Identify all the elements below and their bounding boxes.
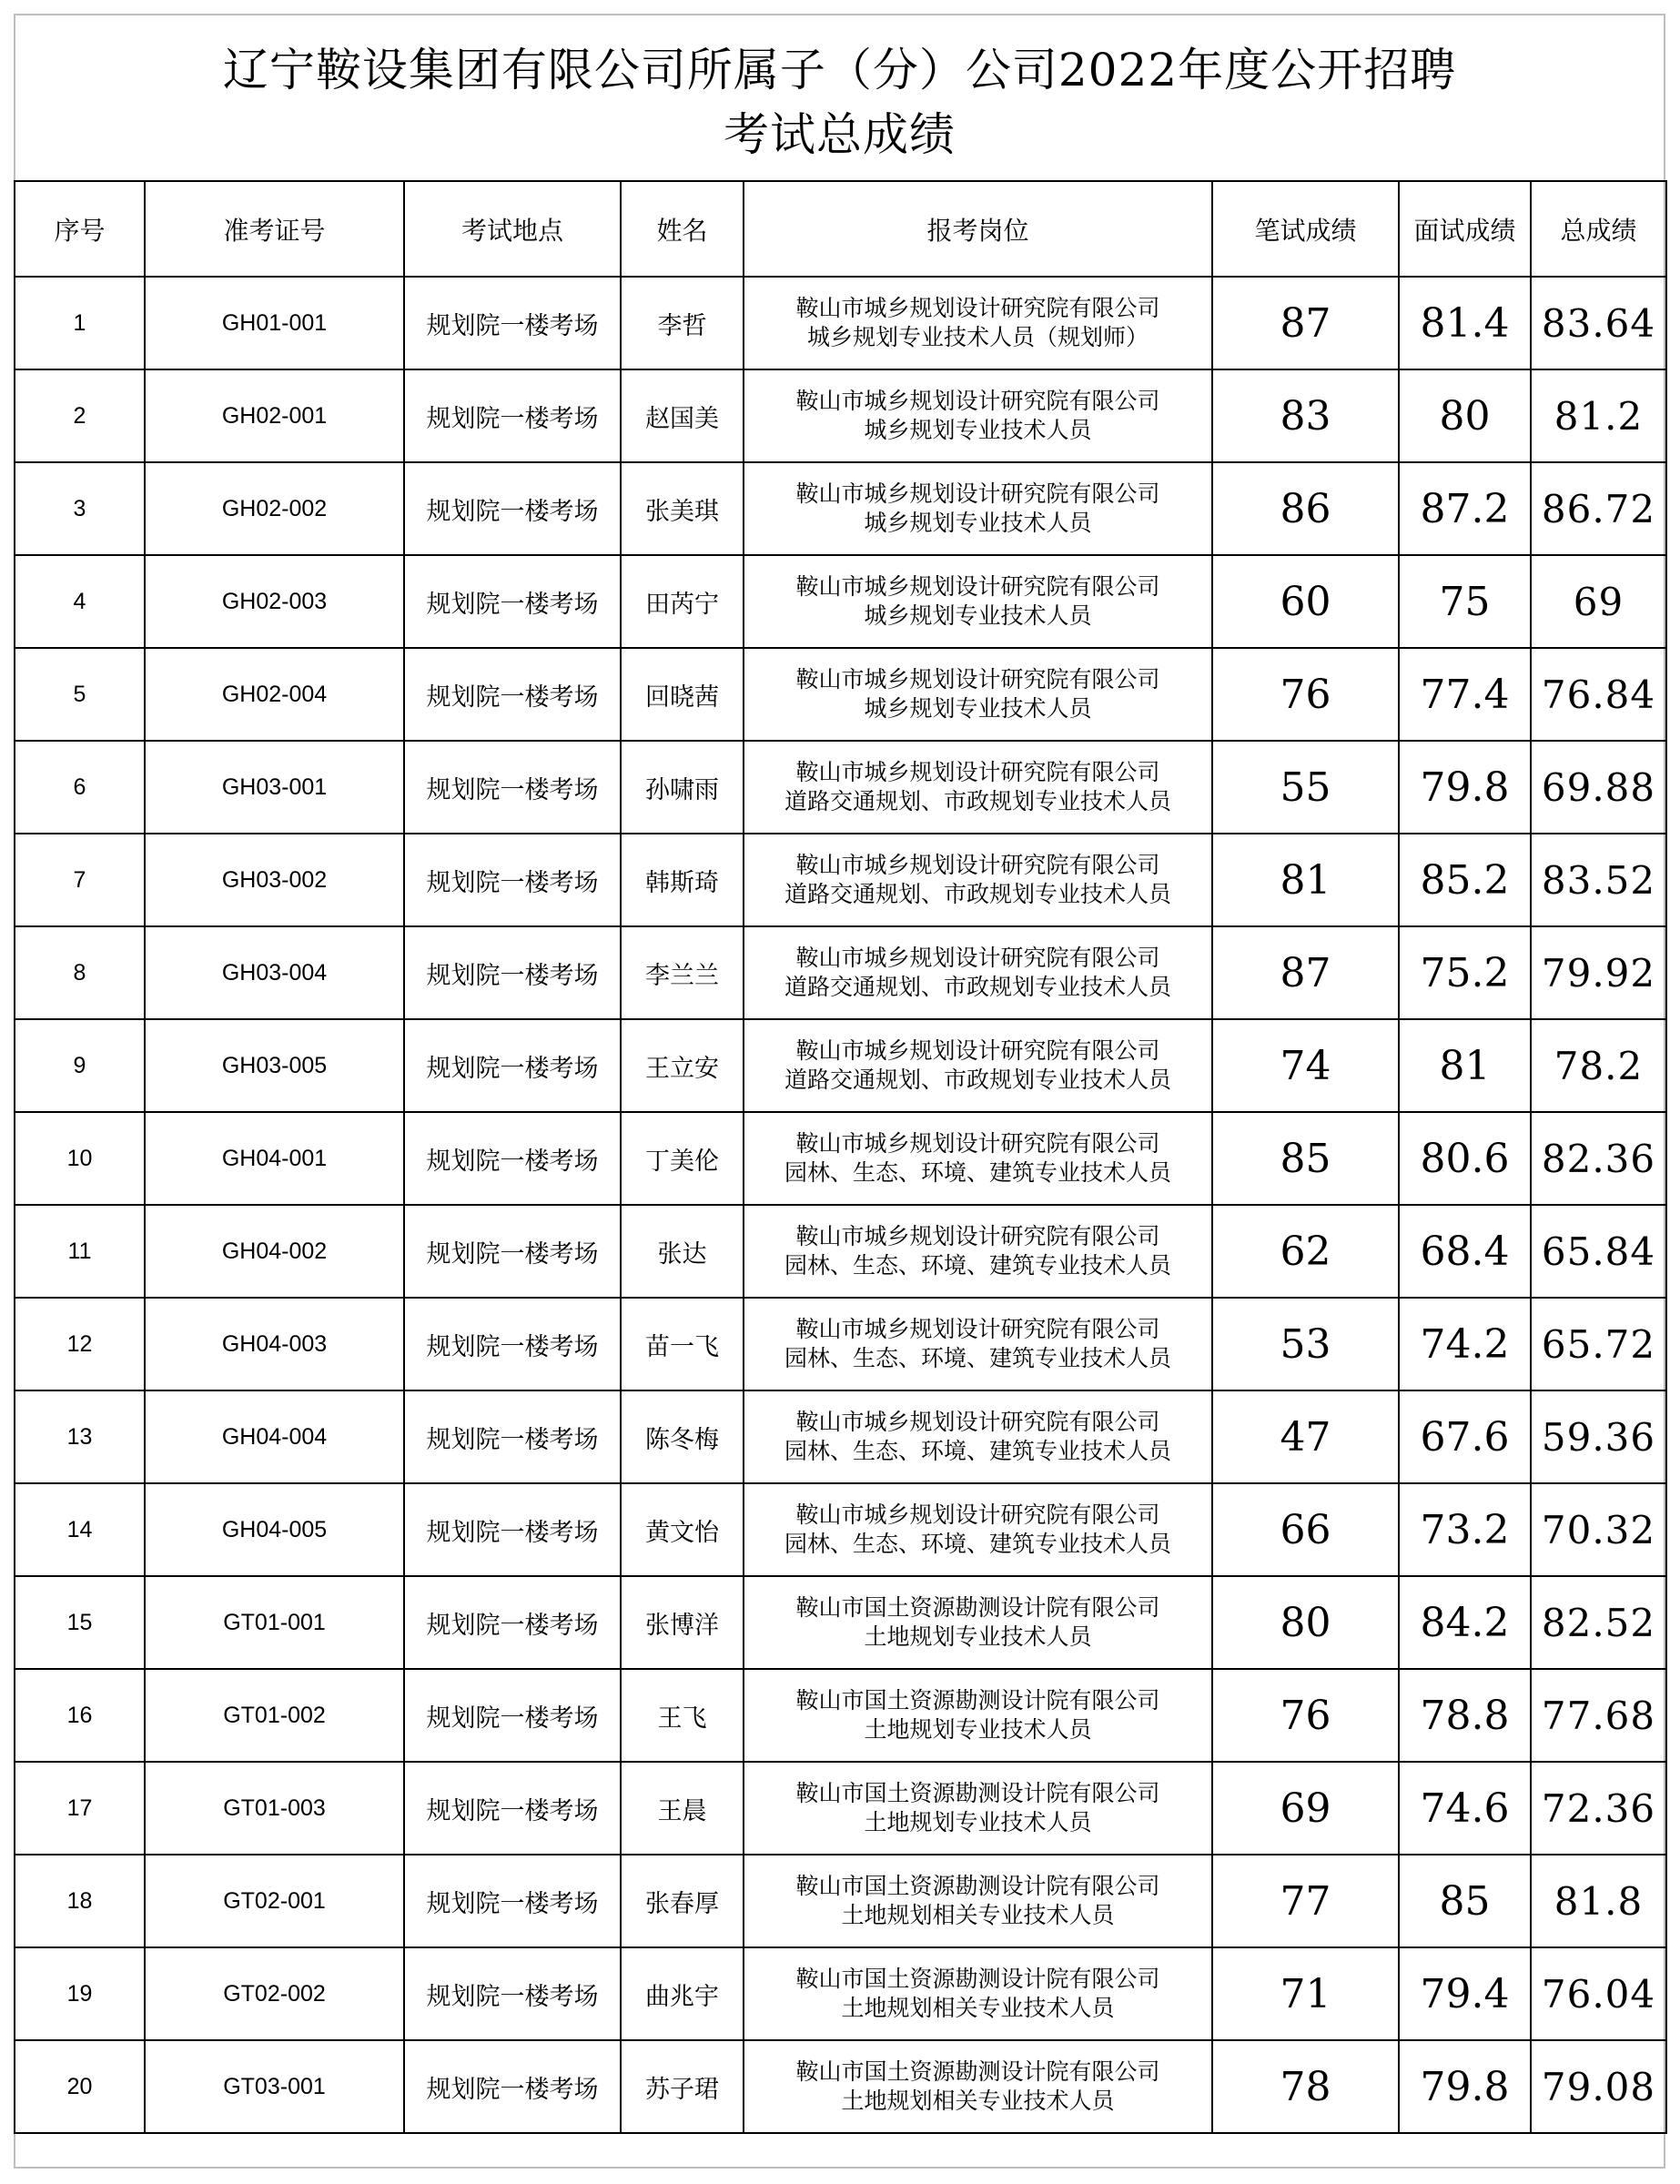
seq-cell: 18 (15, 1855, 145, 1947)
total-score-cell: 70.32 (1531, 1483, 1666, 1576)
total-score-cell: 82.52 (1531, 1576, 1666, 1669)
ticket-cell: GH02-001 (145, 369, 404, 462)
header-row (15, 181, 1666, 277)
seq-cell: 16 (15, 1669, 145, 1762)
interview-score-cell: 77.4 (1399, 648, 1531, 741)
name-cell: 李哲 (621, 277, 744, 369)
interview-score-cell: 80.6 (1399, 1112, 1531, 1205)
written-score-cell: 60 (1212, 555, 1399, 648)
ticket-cell: GT02-001 (145, 1855, 404, 1947)
position-company: 鞍山市城乡规划设计研究院有限公司 (795, 388, 1160, 414)
location-cell: 规划院一楼考场 (404, 834, 621, 926)
total-score-cell: 81.2 (1531, 369, 1666, 462)
position-title: 城乡规划专业技术人员 (864, 510, 1092, 536)
interview-score-cell: 79.8 (1399, 741, 1531, 834)
position-cell (744, 369, 1212, 462)
total-score-cell: 76.84 (1531, 648, 1666, 741)
position-company: 鞍山市城乡规划设计研究院有限公司 (795, 573, 1160, 600)
interview-score-cell: 74.6 (1399, 1762, 1531, 1855)
written-score-cell: 71 (1212, 1947, 1399, 2040)
position-company: 鞍山市城乡规划设计研究院有限公司 (795, 945, 1160, 971)
interview-score-cell: 67.6 (1399, 1390, 1531, 1483)
table-row (15, 926, 1666, 1019)
position-cell (744, 1762, 1212, 1855)
position-cell (744, 2040, 1212, 2133)
written-score-cell: 81 (1212, 834, 1399, 926)
table-row (15, 648, 1666, 741)
seq-cell: 10 (15, 1112, 145, 1205)
position-company: 鞍山市城乡规划设计研究院有限公司 (795, 295, 1160, 321)
position-company: 鞍山市城乡规划设计研究院有限公司 (795, 1316, 1160, 1342)
score-table (14, 180, 1667, 2134)
position-cell (744, 648, 1212, 741)
table-row (15, 1669, 1666, 1762)
ticket-cell: GH03-005 (145, 1019, 404, 1112)
location-cell: 规划院一楼考场 (404, 1762, 621, 1855)
location-cell: 规划院一楼考场 (404, 1112, 621, 1205)
seq-cell: 8 (15, 926, 145, 1019)
seq-cell: 9 (15, 1019, 145, 1112)
position-cell (744, 555, 1212, 648)
name-cell: 苏子珺 (621, 2040, 744, 2133)
location-cell: 规划院一楼考场 (404, 1669, 621, 1762)
total-score-cell: 79.08 (1531, 2040, 1666, 2133)
position-company: 鞍山市国土资源勘测设计院有限公司 (795, 1687, 1160, 1714)
header-ticket: 准考证号 (145, 181, 404, 277)
total-score-cell: 76.04 (1531, 1947, 1666, 2040)
position-title: 道路交通规划、市政规划专业技术人员 (784, 1067, 1171, 1093)
total-score-cell: 59.36 (1531, 1390, 1666, 1483)
location-cell: 规划院一楼考场 (404, 369, 621, 462)
ticket-cell: GH02-004 (145, 648, 404, 741)
position-title: 道路交通规划、市政规划专业技术人员 (784, 881, 1171, 907)
written-score-cell: 62 (1212, 1205, 1399, 1298)
position-title: 园林、生态、环境、建筑专业技术人员 (784, 1252, 1171, 1279)
table-row (15, 1483, 1666, 1576)
total-score-cell: 83.52 (1531, 834, 1666, 926)
interview-score-cell: 87.2 (1399, 462, 1531, 555)
position-title: 土地规划专业技术人员 (864, 1809, 1092, 1835)
position-company: 鞍山市国土资源勘测设计院有限公司 (795, 1966, 1160, 1992)
header-name: 姓名 (621, 181, 744, 277)
written-score-cell: 66 (1212, 1483, 1399, 1576)
name-cell: 丁美伦 (621, 1112, 744, 1205)
interview-score-cell: 81.4 (1399, 277, 1531, 369)
total-score-cell: 83.64 (1531, 277, 1666, 369)
location-cell: 规划院一楼考场 (404, 1205, 621, 1298)
interview-score-cell: 68.4 (1399, 1205, 1531, 1298)
seq-cell: 7 (15, 834, 145, 926)
position-cell (744, 1205, 1212, 1298)
seq-cell: 14 (15, 1483, 145, 1576)
total-score-cell: 81.8 (1531, 1855, 1666, 1947)
position-title: 城乡规划专业技术人员 (864, 695, 1092, 722)
name-cell: 孙啸雨 (621, 741, 744, 834)
position-company: 鞍山市城乡规划设计研究院有限公司 (795, 852, 1160, 878)
seq-cell: 12 (15, 1298, 145, 1390)
table-row (15, 1390, 1666, 1483)
seq-cell: 13 (15, 1390, 145, 1483)
name-cell: 王晨 (621, 1762, 744, 1855)
position-title: 土地规划相关专业技术人员 (841, 1902, 1115, 1928)
location-cell: 规划院一楼考场 (404, 555, 621, 648)
ticket-cell: GH03-001 (145, 741, 404, 834)
location-cell: 规划院一楼考场 (404, 1576, 621, 1669)
position-title: 城乡规划专业技术人员（规划师） (806, 324, 1149, 350)
interview-score-cell: 85 (1399, 1855, 1531, 1947)
table-row (15, 369, 1666, 462)
score-table-body (15, 277, 1666, 2133)
position-title: 道路交通规划、市政规划专业技术人员 (784, 788, 1171, 814)
table-row (15, 1576, 1666, 1669)
position-company: 鞍山市城乡规划设计研究院有限公司 (795, 1409, 1160, 1435)
seq-cell: 5 (15, 648, 145, 741)
location-cell: 规划院一楼考场 (404, 462, 621, 555)
table-row (15, 1762, 1666, 1855)
position-company: 鞍山市城乡规划设计研究院有限公司 (795, 666, 1160, 693)
position-cell (744, 462, 1212, 555)
written-score-cell: 87 (1212, 926, 1399, 1019)
seq-cell: 1 (15, 277, 145, 369)
ticket-cell: GH03-004 (145, 926, 404, 1019)
total-score-cell: 69 (1531, 555, 1666, 648)
ticket-cell: GH04-004 (145, 1390, 404, 1483)
ticket-cell: GT03-001 (145, 2040, 404, 2133)
position-company: 鞍山市国土资源勘测设计院有限公司 (795, 2058, 1160, 2085)
written-score-cell: 47 (1212, 1390, 1399, 1483)
seq-cell: 17 (15, 1762, 145, 1855)
position-cell (744, 1855, 1212, 1947)
interview-score-cell: 75.2 (1399, 926, 1531, 1019)
ticket-cell: GH04-002 (145, 1205, 404, 1298)
location-cell: 规划院一楼考场 (404, 1947, 621, 2040)
table-row (15, 277, 1666, 369)
header-total: 总成绩 (1531, 181, 1666, 277)
position-company: 鞍山市城乡规划设计研究院有限公司 (795, 480, 1160, 507)
table-row (15, 1112, 1666, 1205)
name-cell: 赵国美 (621, 369, 744, 462)
seq-cell: 6 (15, 741, 145, 834)
table-row (15, 1855, 1666, 1947)
position-company: 鞍山市国土资源勘测设计院有限公司 (795, 1873, 1160, 1899)
location-cell: 规划院一楼考场 (404, 648, 621, 741)
position-cell (744, 1669, 1212, 1762)
written-score-cell: 78 (1212, 2040, 1399, 2133)
position-cell (744, 1390, 1212, 1483)
name-cell: 陈冬梅 (621, 1390, 744, 1483)
interview-score-cell: 74.2 (1399, 1298, 1531, 1390)
table-row (15, 2040, 1666, 2133)
name-cell: 田芮宁 (621, 555, 744, 648)
name-cell: 苗一飞 (621, 1298, 744, 1390)
total-score-cell: 65.72 (1531, 1298, 1666, 1390)
written-score-cell: 76 (1212, 1669, 1399, 1762)
name-cell: 王立安 (621, 1019, 744, 1112)
position-title: 土地规划专业技术人员 (864, 1623, 1092, 1650)
position-company: 鞍山市城乡规划设计研究院有限公司 (795, 759, 1160, 785)
position-company: 鞍山市国土资源勘测设计院有限公司 (795, 1594, 1160, 1621)
ticket-cell: GH04-003 (145, 1298, 404, 1390)
location-cell: 规划院一楼考场 (404, 1390, 621, 1483)
position-title: 城乡规划专业技术人员 (864, 602, 1092, 629)
location-cell: 规划院一楼考场 (404, 1483, 621, 1576)
written-score-cell: 74 (1212, 1019, 1399, 1112)
total-score-cell: 77.68 (1531, 1669, 1666, 1762)
header-seq: 序号 (15, 181, 145, 277)
position-cell (744, 741, 1212, 834)
table-row (15, 1205, 1666, 1298)
location-cell: 规划院一楼考场 (404, 741, 621, 834)
interview-score-cell: 75 (1399, 555, 1531, 648)
ticket-cell: GT01-001 (145, 1576, 404, 1669)
position-title: 土地规划专业技术人员 (864, 1716, 1092, 1743)
position-company: 鞍山市国土资源勘测设计院有限公司 (795, 1780, 1160, 1806)
location-cell: 规划院一楼考场 (404, 2040, 621, 2133)
position-title: 园林、生态、环境、建筑专业技术人员 (784, 1159, 1171, 1186)
position-title: 园林、生态、环境、建筑专业技术人员 (784, 1531, 1171, 1557)
seq-cell: 20 (15, 2040, 145, 2133)
interview-score-cell: 73.2 (1399, 1483, 1531, 1576)
interview-score-cell: 79.8 (1399, 2040, 1531, 2133)
position-cell (744, 1019, 1212, 1112)
name-cell: 张春厚 (621, 1855, 744, 1947)
name-cell: 张达 (621, 1205, 744, 1298)
table-row (15, 555, 1666, 648)
position-title: 道路交通规划、市政规划专业技术人员 (784, 974, 1171, 1000)
name-cell: 张美琪 (621, 462, 744, 555)
position-title: 园林、生态、环境、建筑专业技术人员 (784, 1438, 1171, 1464)
seq-cell: 11 (15, 1205, 145, 1298)
position-title: 园林、生态、环境、建筑专业技术人员 (784, 1345, 1171, 1371)
position-title: 城乡规划专业技术人员 (864, 417, 1092, 443)
written-score-cell: 69 (1212, 1762, 1399, 1855)
ticket-cell: GT01-003 (145, 1762, 404, 1855)
position-title: 土地规划相关专业技术人员 (841, 1995, 1115, 2021)
interview-score-cell: 85.2 (1399, 834, 1531, 926)
ticket-cell: GH01-001 (145, 277, 404, 369)
location-cell: 规划院一楼考场 (404, 926, 621, 1019)
position-company: 鞍山市城乡规划设计研究院有限公司 (795, 1037, 1160, 1064)
ticket-cell: GH03-002 (145, 834, 404, 926)
ticket-cell: GT01-002 (145, 1669, 404, 1762)
name-cell: 回晓茜 (621, 648, 744, 741)
location-cell: 规划院一楼考场 (404, 1855, 621, 1947)
name-cell: 黄文怡 (621, 1483, 744, 1576)
total-score-cell: 79.92 (1531, 926, 1666, 1019)
written-score-cell: 83 (1212, 369, 1399, 462)
location-cell: 规划院一楼考场 (404, 277, 621, 369)
header-position: 报考岗位 (744, 181, 1212, 277)
name-cell: 李兰兰 (621, 926, 744, 1019)
total-score-cell: 82.36 (1531, 1112, 1666, 1205)
total-score-cell: 86.72 (1531, 462, 1666, 555)
interview-score-cell: 81 (1399, 1019, 1531, 1112)
written-score-cell: 80 (1212, 1576, 1399, 1669)
total-score-cell: 78.2 (1531, 1019, 1666, 1112)
interview-score-cell: 78.8 (1399, 1669, 1531, 1762)
position-cell (744, 1298, 1212, 1390)
seq-cell: 15 (15, 1576, 145, 1669)
position-company: 鞍山市城乡规划设计研究院有限公司 (795, 1223, 1160, 1249)
header-written: 笔试成绩 (1212, 181, 1399, 277)
seq-cell: 2 (15, 369, 145, 462)
written-score-cell: 77 (1212, 1855, 1399, 1947)
table-row (15, 741, 1666, 834)
ticket-cell: GH04-005 (145, 1483, 404, 1576)
seq-cell: 3 (15, 462, 145, 555)
position-cell (744, 1112, 1212, 1205)
name-cell: 张博洋 (621, 1576, 744, 1669)
table-row (15, 1019, 1666, 1112)
written-score-cell: 86 (1212, 462, 1399, 555)
written-score-cell: 53 (1212, 1298, 1399, 1390)
interview-score-cell: 79.4 (1399, 1947, 1531, 2040)
position-cell (744, 1576, 1212, 1669)
title-line-2: 考试总成绩 (724, 108, 956, 161)
title-line-1: 辽宁鞍设集团有限公司所属子（分）公司2022年度公开招聘 (222, 44, 1457, 96)
total-score-cell: 72.36 (1531, 1762, 1666, 1855)
ticket-cell: GH02-002 (145, 462, 404, 555)
seq-cell: 19 (15, 1947, 145, 2040)
seq-cell: 4 (15, 555, 145, 648)
written-score-cell: 87 (1212, 277, 1399, 369)
table-row (15, 462, 1666, 555)
position-cell (744, 1483, 1212, 1576)
written-score-cell: 55 (1212, 741, 1399, 834)
ticket-cell: GT02-002 (145, 1947, 404, 2040)
header-location: 考试地点 (404, 181, 621, 277)
interview-score-cell: 80 (1399, 369, 1531, 462)
location-cell: 规划院一楼考场 (404, 1019, 621, 1112)
ticket-cell: GH02-003 (145, 555, 404, 648)
written-score-cell: 85 (1212, 1112, 1399, 1205)
position-cell (744, 277, 1212, 369)
table-row (15, 1947, 1666, 2040)
written-score-cell: 76 (1212, 648, 1399, 741)
name-cell: 曲兆宇 (621, 1947, 744, 2040)
table-row (15, 834, 1666, 926)
table-row (15, 1298, 1666, 1390)
position-cell (744, 1947, 1212, 2040)
name-cell: 韩斯琦 (621, 834, 744, 926)
position-cell (744, 926, 1212, 1019)
ticket-cell: GH04-001 (145, 1112, 404, 1205)
interview-score-cell: 84.2 (1399, 1576, 1531, 1669)
total-score-cell: 65.84 (1531, 1205, 1666, 1298)
position-company: 鞍山市城乡规划设计研究院有限公司 (795, 1130, 1160, 1157)
position-cell (744, 834, 1212, 926)
location-cell: 规划院一楼考场 (404, 1298, 621, 1390)
position-title: 土地规划相关专业技术人员 (841, 2088, 1115, 2114)
document-title (14, 14, 1665, 180)
position-company: 鞍山市城乡规划设计研究院有限公司 (795, 1502, 1160, 1528)
name-cell: 王飞 (621, 1669, 744, 1762)
total-score-cell: 69.88 (1531, 741, 1666, 834)
header-interview: 面试成绩 (1399, 181, 1531, 277)
